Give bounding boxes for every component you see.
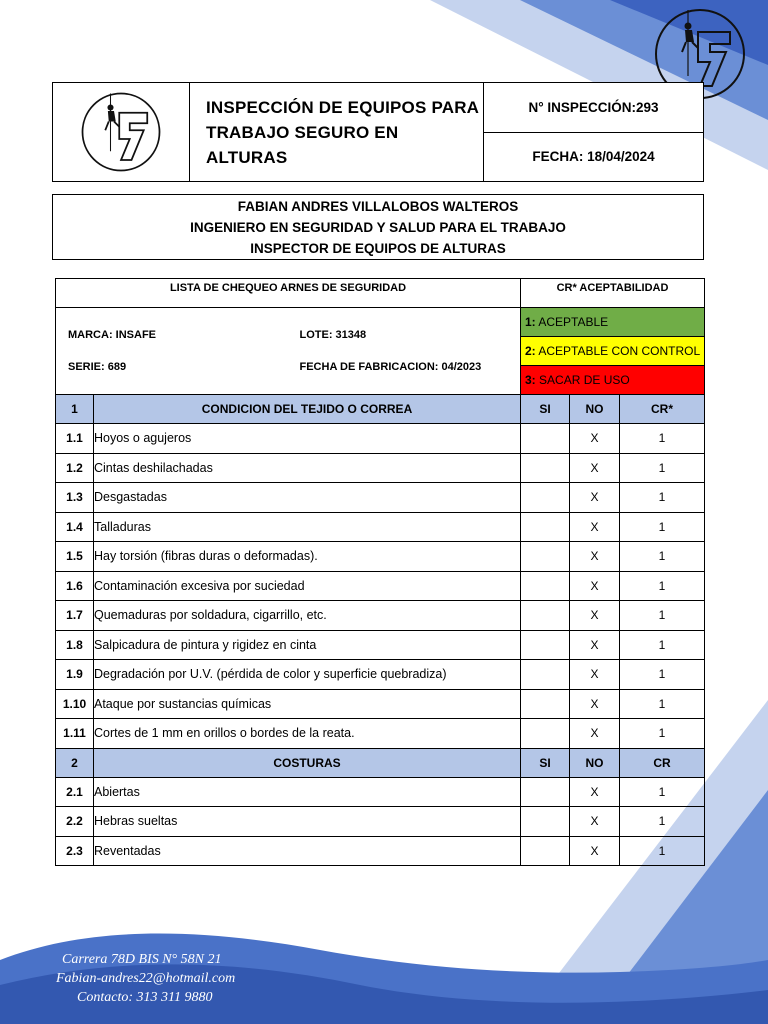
checklist-title-row (56, 279, 705, 308)
item-cr-value: 1 (620, 453, 705, 483)
section-title: COSTURAS (94, 748, 521, 777)
checklist-row (56, 453, 705, 483)
item-cr-value: 1 (620, 512, 705, 542)
inspection-date: FECHA: 18/04/2024 (484, 132, 703, 182)
item-cr-value: 1 (620, 630, 705, 660)
item-si-mark (521, 453, 570, 483)
item-description: Desgastadas (94, 483, 521, 513)
equipment-marca: MARCA: INSAFE (68, 329, 156, 341)
checklist-row (56, 512, 705, 542)
company-logo-icon (79, 90, 163, 174)
equipment-info-right (282, 308, 521, 395)
checklist-row (56, 571, 705, 601)
inspector-name: FABIAN ANDRES VILLALOBOS WALTEROS (237, 198, 519, 214)
item-description: Hoyos o agujeros (94, 424, 521, 454)
equipment-fecha-fabricacion: FECHA DE FABRICACION: 04/2023 (299, 361, 482, 373)
item-number: 1.8 (56, 630, 94, 660)
inspector-title: INGENIERO EN SEGURIDAD Y SALUD PARA EL TRABAJO (190, 219, 566, 235)
checklist-row (56, 424, 705, 454)
item-cr-value: 1 (620, 483, 705, 513)
inspector-role: INSPECTOR DE EQUIPOS DE ALTURAS (250, 240, 506, 256)
acceptability-row-1 (56, 308, 705, 337)
item-number: 1.5 (56, 542, 94, 572)
item-si-mark (521, 689, 570, 719)
item-number: 2.2 (56, 807, 94, 837)
item-no-mark: X (570, 453, 620, 483)
item-no-mark: X (570, 777, 620, 807)
document-header (52, 82, 704, 182)
item-no-mark: X (570, 836, 620, 866)
item-description: Contaminación excesiva por suciedad (94, 571, 521, 601)
checklist-row (56, 777, 705, 807)
column-cr-header: CR (620, 748, 705, 777)
item-cr-value: 1 (620, 689, 705, 719)
checklist-table (55, 278, 705, 866)
item-cr-value: 1 (620, 719, 705, 749)
title-line-1: INSPECCIÓN DE EQUIPOS PARA (206, 97, 480, 117)
column-cr-header: CR* (620, 395, 705, 424)
item-no-mark: X (570, 630, 620, 660)
item-si-mark (521, 836, 570, 866)
item-description: Cintas deshilachadas (94, 453, 521, 483)
item-cr-value: 1 (620, 807, 705, 837)
checklist-row (56, 630, 705, 660)
item-si-mark (521, 571, 570, 601)
item-description: Salpicadura de pintura y rigidez en cinta (94, 630, 521, 660)
item-number: 1.3 (56, 483, 94, 513)
item-si-mark (521, 660, 570, 690)
item-cr-value: 1 (620, 777, 705, 807)
item-no-mark: X (570, 483, 620, 513)
item-si-mark (521, 807, 570, 837)
item-description: Reventadas (94, 836, 521, 866)
item-cr-value: 1 (620, 836, 705, 866)
checklist-row (56, 660, 705, 690)
inspection-number: N° INSPECCIÓN:293 (528, 99, 659, 115)
section-title: CONDICION DEL TEJIDO O CORREA (94, 395, 521, 424)
item-description: Hebras sueltas (94, 807, 521, 837)
footer-contact (56, 950, 235, 1007)
item-si-mark (521, 424, 570, 454)
item-description: Talladuras (94, 512, 521, 542)
item-description: Degradación por U.V. (pérdida de color y superficie quebradiza) (94, 660, 521, 690)
document-title (190, 83, 484, 181)
item-no-mark: X (570, 542, 620, 572)
inspector-box (52, 194, 704, 260)
checklist-title: LISTA DE CHEQUEO ARNES DE SEGURIDAD (56, 279, 521, 308)
column-no-header: NO (570, 748, 620, 777)
equipment-lote: LOTE: 31348 (299, 329, 367, 341)
item-no-mark: X (570, 512, 620, 542)
item-cr-value: 1 (620, 660, 705, 690)
section-1-items (56, 424, 705, 749)
checklist-row (56, 836, 705, 866)
item-description: Hay torsión (fibras duras o deformadas). (94, 542, 521, 572)
item-no-mark: X (570, 660, 620, 690)
item-cr-value: 1 (620, 571, 705, 601)
item-number: 2.1 (56, 777, 94, 807)
item-si-mark (521, 512, 570, 542)
footer-address: Carrera 78D BIS N° 58N 21 (62, 952, 222, 967)
section-number: 2 (56, 748, 94, 777)
checklist-row (56, 542, 705, 572)
item-si-mark (521, 542, 570, 572)
item-cr-value: 1 (620, 424, 705, 454)
footer-email: Fabian-andres22@hotmail.com (56, 971, 236, 986)
column-si-header: SI (521, 395, 570, 424)
acceptability-sacar-de-uso: 3: SACAR DE USO (521, 366, 705, 395)
item-number: 1.6 (56, 571, 94, 601)
equipment-info-left (56, 308, 282, 395)
checklist-row (56, 719, 705, 749)
item-number: 2.3 (56, 836, 94, 866)
item-no-mark: X (570, 571, 620, 601)
checklist-row (56, 689, 705, 719)
item-number: 1.1 (56, 424, 94, 454)
item-si-mark (521, 630, 570, 660)
acceptability-title: CR* ACEPTABILIDAD (521, 279, 705, 308)
item-no-mark: X (570, 807, 620, 837)
title-line-2: TRABAJO SEGURO EN ALTURAS (206, 122, 399, 167)
column-no-header: NO (570, 395, 620, 424)
checklist-row (56, 483, 705, 513)
checklist-row (56, 807, 705, 837)
footer-phone: Contacto: 313 311 9880 (77, 990, 213, 1005)
item-number: 1.7 (56, 601, 94, 631)
item-cr-value: 1 (620, 601, 705, 631)
item-si-mark (521, 719, 570, 749)
item-description: Quemaduras por soldadura, cigarrillo, etc. (94, 601, 521, 631)
item-no-mark: X (570, 719, 620, 749)
item-description: Cortes de 1 mm en orillos o bordes de la reata. (94, 719, 521, 749)
item-no-mark: X (570, 424, 620, 454)
item-si-mark (521, 483, 570, 513)
item-cr-value: 1 (620, 542, 705, 572)
item-si-mark (521, 777, 570, 807)
section-number: 1 (56, 395, 94, 424)
item-no-mark: X (570, 689, 620, 719)
item-si-mark (521, 601, 570, 631)
item-number: 1.4 (56, 512, 94, 542)
item-description: Ataque por sustancias químicas (94, 689, 521, 719)
item-number: 1.11 (56, 719, 94, 749)
item-number: 1.9 (56, 660, 94, 690)
section-header (56, 395, 705, 424)
acceptability-con-control: 2: ACEPTABLE CON CONTROL (521, 337, 705, 366)
column-si-header: SI (521, 748, 570, 777)
item-description: Abiertas (94, 777, 521, 807)
inspection-info (484, 83, 703, 181)
item-number: 1.2 (56, 453, 94, 483)
header-logo-cell (53, 83, 190, 181)
item-number: 1.10 (56, 689, 94, 719)
section-2-items (56, 777, 705, 866)
checklist-row (56, 601, 705, 631)
section-header (56, 748, 705, 777)
item-no-mark: X (570, 601, 620, 631)
equipment-serie: SERIE: 689 (68, 361, 127, 373)
acceptability-aceptable: 1: ACEPTABLE (521, 308, 705, 337)
